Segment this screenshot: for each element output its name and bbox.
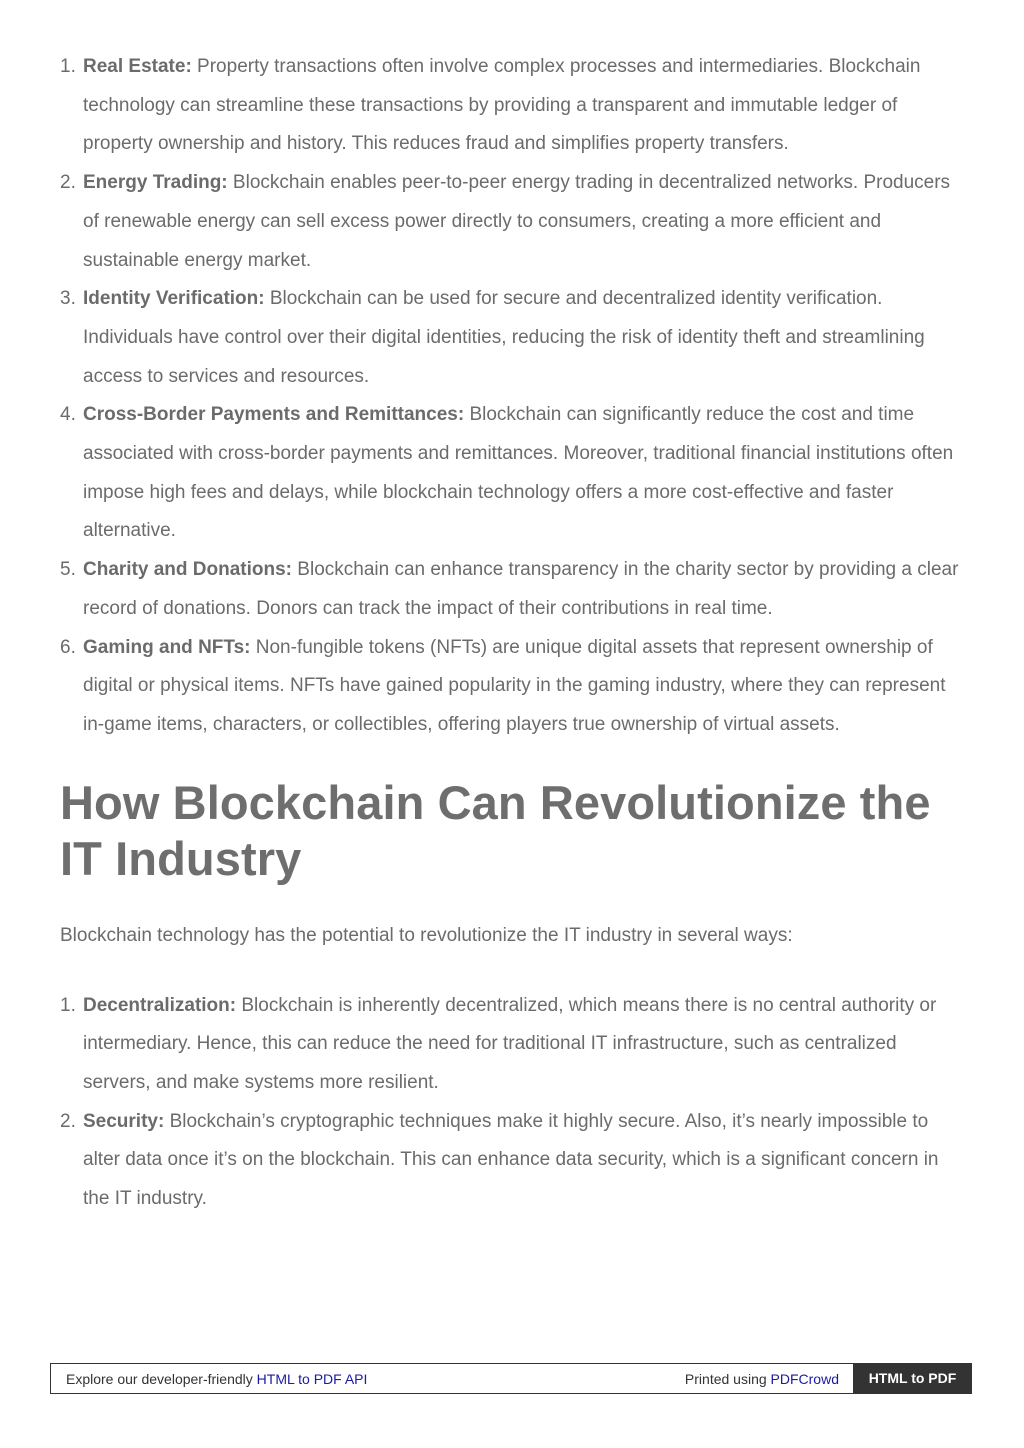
list-item-text: Blockchain can be used for secure and decentralized identity verification. Individuals have control over their digital identities, reducing the risk of identity theft and streamlining access to services and resources.: [83, 288, 925, 387]
list-number: 4.: [60, 404, 76, 426]
list-item-text: Blockchain can enhance transparency in the charity sector by providing a clear record of donations. Donors can track the impact of their contributions in real time.: [83, 559, 959, 619]
footer-promo-text: Explore our developer-friendly: [66, 1371, 257, 1387]
list-item: [60, 551, 960, 628]
use-cases-list: [60, 48, 960, 745]
list-item-term: Decentralization:: [83, 994, 237, 1016]
list-number: 6.: [60, 636, 76, 658]
footer-promo: [66, 1371, 367, 1387]
list-item-term: Real Estate:: [83, 56, 192, 77]
list-number: 2.: [60, 172, 76, 194]
list-item: [60, 1103, 960, 1219]
list-item: [60, 48, 960, 164]
pdfcrowd-link[interactable]: PDFCrowd: [770, 1371, 839, 1387]
document-content: [60, 48, 960, 1219]
list-item-term: Energy Trading:: [83, 172, 228, 194]
footer-printed-text: Printed using: [684, 1371, 771, 1387]
list-item-text: Blockchain enables peer-to-peer energy trading in decentralized networks. Producers of renewable energy can sell excess power directly to consumers, creating a more efficient and sustainable energy market.: [83, 172, 951, 271]
list-item-term: Cross-Border Payments and Remittances:: [83, 404, 465, 426]
list-item: [60, 280, 960, 396]
list-item-term: Security:: [83, 1110, 165, 1132]
list-item: [60, 396, 960, 551]
list-item-text: Non-fungible tokens (NFTs) are unique digital assets that represent ownership of digital or physical items. NFTs have gained popularity in the gaming industry, where they can represent in-game items, characters, or collectibles, offering players true ownership of virtual assets.: [83, 636, 946, 735]
pdfcrowd-footer-bar: [50, 1363, 972, 1394]
list-number: 3.: [60, 288, 76, 310]
section-heading: How Blockchain Can Revolutionize the IT Industry: [60, 775, 931, 885]
list-item: [60, 629, 960, 745]
revolution-ways-list: [60, 987, 960, 1219]
html-to-pdf-api-link[interactable]: HTML to PDF API: [256, 1371, 368, 1387]
list-item-text: Property transactions often involve complex processes and intermediaries. Blockchain technology can streamline these transactions by providing a transparent and immutable ledger of property ownership and history. This reduces fraud and simplifies property transfers.: [83, 56, 921, 155]
list-number: 1.: [60, 56, 76, 77]
list-item-term: Gaming and NFTs:: [83, 636, 251, 658]
html-to-pdf-button[interactable]: HTML to PDF: [853, 1363, 972, 1394]
list-number: 1.: [60, 994, 76, 1016]
list-item-text: Blockchain’s cryptographic techniques make it highly secure. Also, it’s nearly impossible to alter data once it’s on the blockchain. This can enhance data security, which is a significant concern in the IT industry.: [83, 1110, 939, 1210]
list-item-term: Identity Verification:: [83, 288, 265, 310]
list-number: 2.: [60, 1110, 76, 1132]
list-number: 5.: [60, 559, 76, 581]
footer-printed-using: [685, 1371, 839, 1387]
section-intro: Blockchain technology has the potential to revolutionize the IT industry in several ways:: [60, 924, 793, 946]
list-item: [60, 164, 960, 280]
list-item-text: Blockchain can significantly reduce the cost and time associated with cross-border payments and remittances. Moreover, traditional financial institutions often impose high fees and delays, while blockchain technology offers a more cost-effective and faster alternative.: [83, 404, 954, 542]
list-item-term: Charity and Donations:: [83, 559, 293, 581]
list-item: [60, 987, 960, 1103]
list-item-text: Blockchain is inherently decentralized, which means there is no central authority or intermediary. Hence, this can reduce the need for traditional IT infrastructure, such as centralized servers, and make systems more resilient.: [83, 994, 937, 1094]
